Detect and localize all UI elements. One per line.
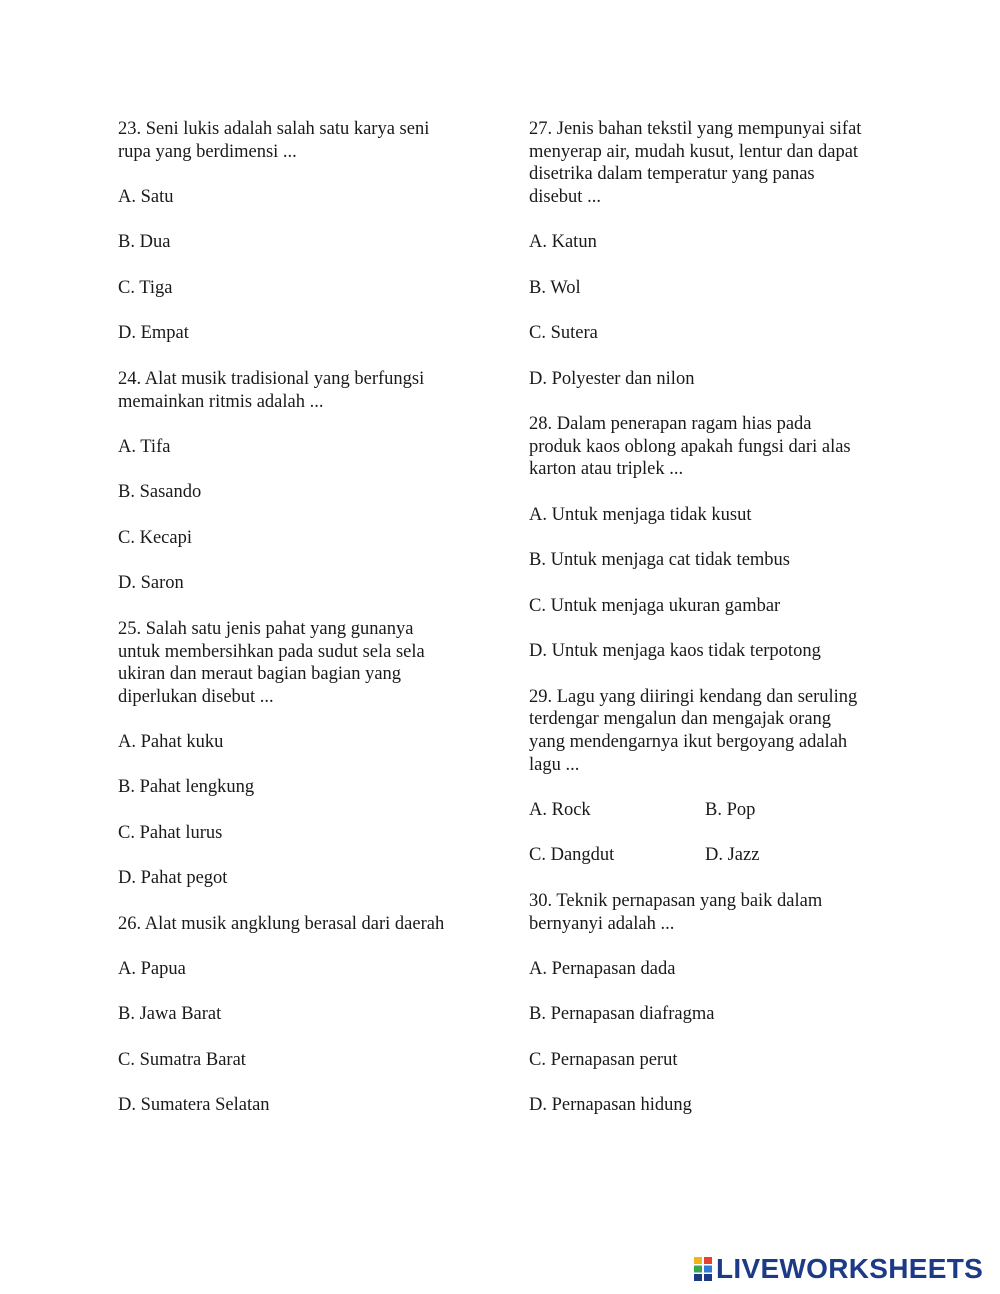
option-a: A. Pernapasan dada (529, 959, 676, 979)
option-c: C. Kecapi (118, 528, 192, 548)
option-c: C. Dangdut (529, 845, 615, 865)
option-b: B. Pernapasan diafragma (529, 1004, 715, 1024)
option-d: D. Pahat pegot (118, 868, 228, 888)
question-text-line: 28. Dalam penerapan ragam hias pada (529, 414, 812, 434)
option-c: C. Sutera (529, 323, 598, 343)
option-c: C. Sumatra Barat (118, 1050, 246, 1070)
option-b: B. Sasando (118, 482, 202, 502)
option-d: D. Saron (118, 573, 184, 593)
question-text-line: 26. Alat musik angklung berasal dari daerah (118, 914, 445, 934)
option-d: D. Sumatera Selatan (118, 1095, 270, 1115)
option-b: B. Dua (118, 232, 171, 252)
option-a: A. Papua (118, 959, 186, 979)
option-a: A. Tifa (118, 437, 171, 457)
option-b: B. Pahat lengkung (118, 777, 255, 797)
option-c: C. Untuk menjaga ukuran gambar (529, 596, 781, 616)
question-text-line: 30. Teknik pernapasan yang baik dalam (529, 891, 823, 911)
question-text-line: produk kaos oblong apakah fungsi dari alas (529, 437, 851, 457)
question-text-line: untuk membersihkan pada sudut sela sela (118, 642, 425, 662)
question-text-line: menyerap air, mudah kusut, lentur dan dapat (529, 142, 859, 162)
option-a: A. Satu (118, 187, 174, 207)
question-text-line: bernyanyi adalah ... (529, 914, 675, 934)
liveworksheets-logo (694, 1255, 983, 1283)
option-d: D. Polyester dan nilon (529, 369, 695, 389)
question-text-line: ukiran dan meraut bagian bagian yang (118, 664, 402, 684)
option-b: B. Wol (529, 278, 581, 298)
question-text-line: karton atau triplek ... (529, 459, 684, 479)
question-text-line: 25. Salah satu jenis pahat yang gunanya (118, 619, 414, 639)
question-text-line: disetrika dalam temperatur yang panas (529, 164, 815, 184)
question-text-line: terdengar mengalun dan mengajak orang (529, 709, 832, 729)
question-text-line: disebut ... (529, 187, 601, 207)
question-text-line: rupa yang berdimensi ... (118, 142, 297, 162)
option-a: A. Untuk menjaga tidak kusut (529, 505, 752, 525)
question-text-line: diperlukan disebut ... (118, 687, 274, 707)
option-c: C. Pernapasan perut (529, 1050, 678, 1070)
option-d: D. Pernapasan hidung (529, 1095, 692, 1115)
question-text-line: 24. Alat musik tradisional yang berfungsi (118, 369, 425, 389)
question-text-line: 23. Seni lukis adalah salah satu karya seni (118, 119, 430, 139)
option-a: A. Katun (529, 232, 597, 252)
option-b: B. Untuk menjaga cat tidak tembus (529, 550, 790, 570)
question-text-line: memainkan ritmis adalah ... (118, 392, 324, 412)
option-b: B. Jawa Barat (118, 1004, 222, 1024)
question-text-line: 27. Jenis bahan tekstil yang mempunyai sifat (529, 119, 862, 139)
option-c: C. Tiga (118, 278, 173, 298)
question-text-line: 29. Lagu yang diiringi kendang dan seruling (529, 687, 858, 707)
question-text-line: lagu ... (529, 755, 580, 775)
option-c: C. Pahat lurus (118, 823, 223, 843)
liveworksheets-logo-icon (694, 1257, 712, 1281)
logo-wordmark: LIVEWORKSHEETS (716, 1253, 984, 1284)
option-a: A. Pahat kuku (118, 732, 224, 752)
question-text-line: yang mendengarnya ikut bergoyang adalah (529, 732, 848, 752)
option-a: A. Rock (529, 800, 591, 820)
option-d: D. Untuk menjaga kaos tidak terpotong (529, 641, 821, 661)
option-b: B. Pop (705, 800, 756, 820)
option-d: D. Empat (118, 323, 189, 343)
option-d: D. Jazz (705, 845, 760, 865)
